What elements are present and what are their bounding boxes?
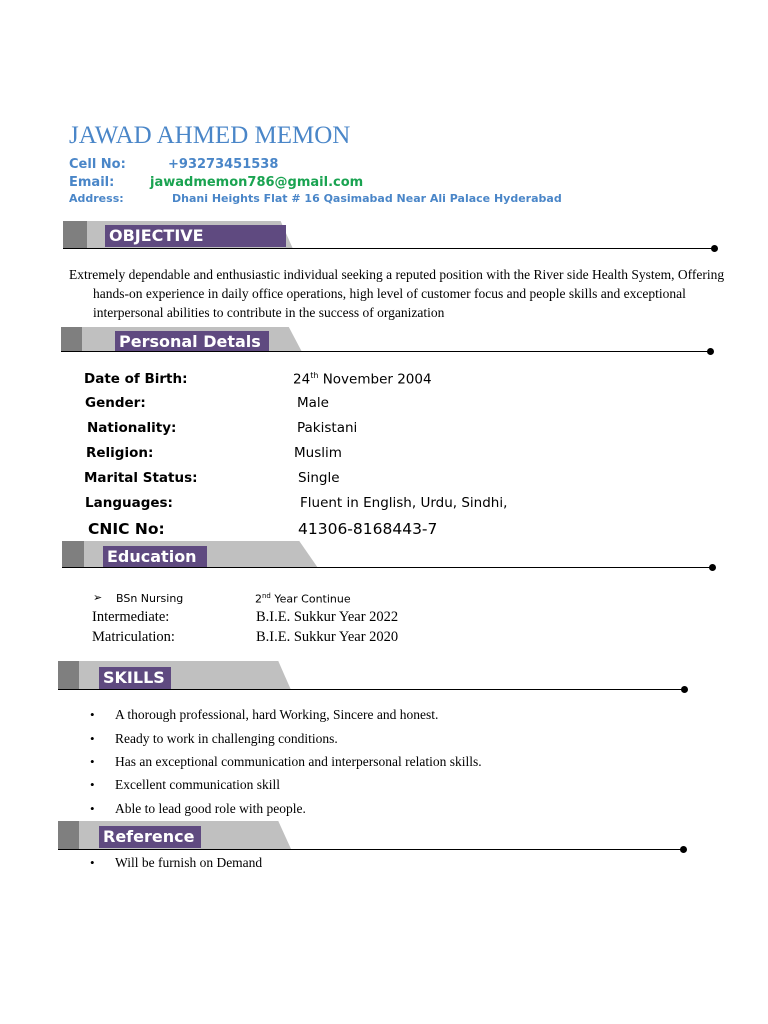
- bsn-label: BSn Nursing: [116, 592, 184, 605]
- rule-end-dot: [680, 846, 687, 853]
- cnic-label: CNIC No:: [88, 520, 165, 538]
- gender-label: Gender:: [85, 395, 146, 411]
- skill-item: Excellent communication skill: [115, 777, 280, 792]
- section-title-objective: OBJECTIVE: [105, 225, 286, 247]
- nationality-label: Nationality:: [87, 420, 177, 436]
- address-value: Dhani Heights Flat # 16 Qasimabad Near Ali Palace Hyderabad: [172, 192, 562, 205]
- languages-value: Fluent in English, Urdu, Sindhi,: [300, 495, 508, 511]
- bullet-icon: •: [90, 777, 95, 792]
- skill-item: Able to lead good role with people.: [115, 801, 306, 816]
- rule-end-dot: [711, 245, 718, 252]
- cnic-value: 41306-8168443-7: [298, 520, 438, 538]
- bsn-marker: ➢: [93, 591, 103, 604]
- marital-status-value: Single: [298, 470, 340, 486]
- dob-label: Date of Birth:: [84, 371, 188, 387]
- candidate-name: JAWAD AHMED MEMON: [69, 122, 351, 149]
- address-label: Address:: [69, 192, 124, 205]
- objective-text: Extremely dependable and enthusiastic individual seeking a reputed position with the River side Health System, Offering hands-on experience in daily office operations, high level of customer focus and people skills and exceptional interpersonal abilities to contribute in the success of organization: [69, 267, 725, 320]
- religion-label: Religion:: [86, 445, 154, 461]
- dob-value: 24th November 2004: [293, 371, 432, 388]
- gender-value: Male: [297, 395, 329, 411]
- rule-end-dot: [681, 686, 688, 693]
- bullet-icon: •: [90, 801, 95, 816]
- skill-item: Ready to work in challenging conditions.: [115, 731, 338, 746]
- bullet-icon: •: [90, 754, 95, 769]
- reference-item: Will be furnish on Demand: [115, 855, 263, 870]
- rule-end-dot: [709, 564, 716, 571]
- section-title-skills: SKILLS: [99, 667, 171, 689]
- bullet-icon: •: [90, 731, 95, 746]
- section-title-personal: Personal Detals: [115, 331, 269, 352]
- bullet-icon: •: [90, 707, 95, 722]
- intermediate-row: Intermediate:: [92, 609, 170, 625]
- skill-item: A thorough professional, hard Working, Sincere and honest.: [115, 707, 439, 722]
- skill-item: Has an exceptional communication and interpersonal relation skills.: [115, 754, 482, 769]
- email-label: Email:: [69, 175, 115, 190]
- section-title-education: Education: [103, 546, 207, 568]
- cell-label: Cell No:: [69, 157, 126, 172]
- languages-label: Languages:: [85, 495, 173, 511]
- religion-value: Muslim: [294, 445, 342, 461]
- marital-status-label: Marital Status:: [84, 470, 198, 486]
- bullet-icon: •: [90, 855, 95, 870]
- bsn-value: 2nd Year Continue: [255, 592, 351, 606]
- matriculation-value: B.I.E. Sukkur Year 2020: [256, 629, 399, 645]
- email-value[interactable]: jawadmemon786@gmail.com: [150, 175, 364, 190]
- intermediate-value: B.I.E. Sukkur Year 2022: [256, 609, 399, 625]
- matriculation-row: Matriculation:: [92, 629, 175, 645]
- section-title-reference: Reference: [99, 826, 201, 848]
- rule-end-dot: [707, 348, 714, 355]
- cell-value: +93273451538: [168, 157, 279, 172]
- nationality-value: Pakistani: [297, 420, 358, 436]
